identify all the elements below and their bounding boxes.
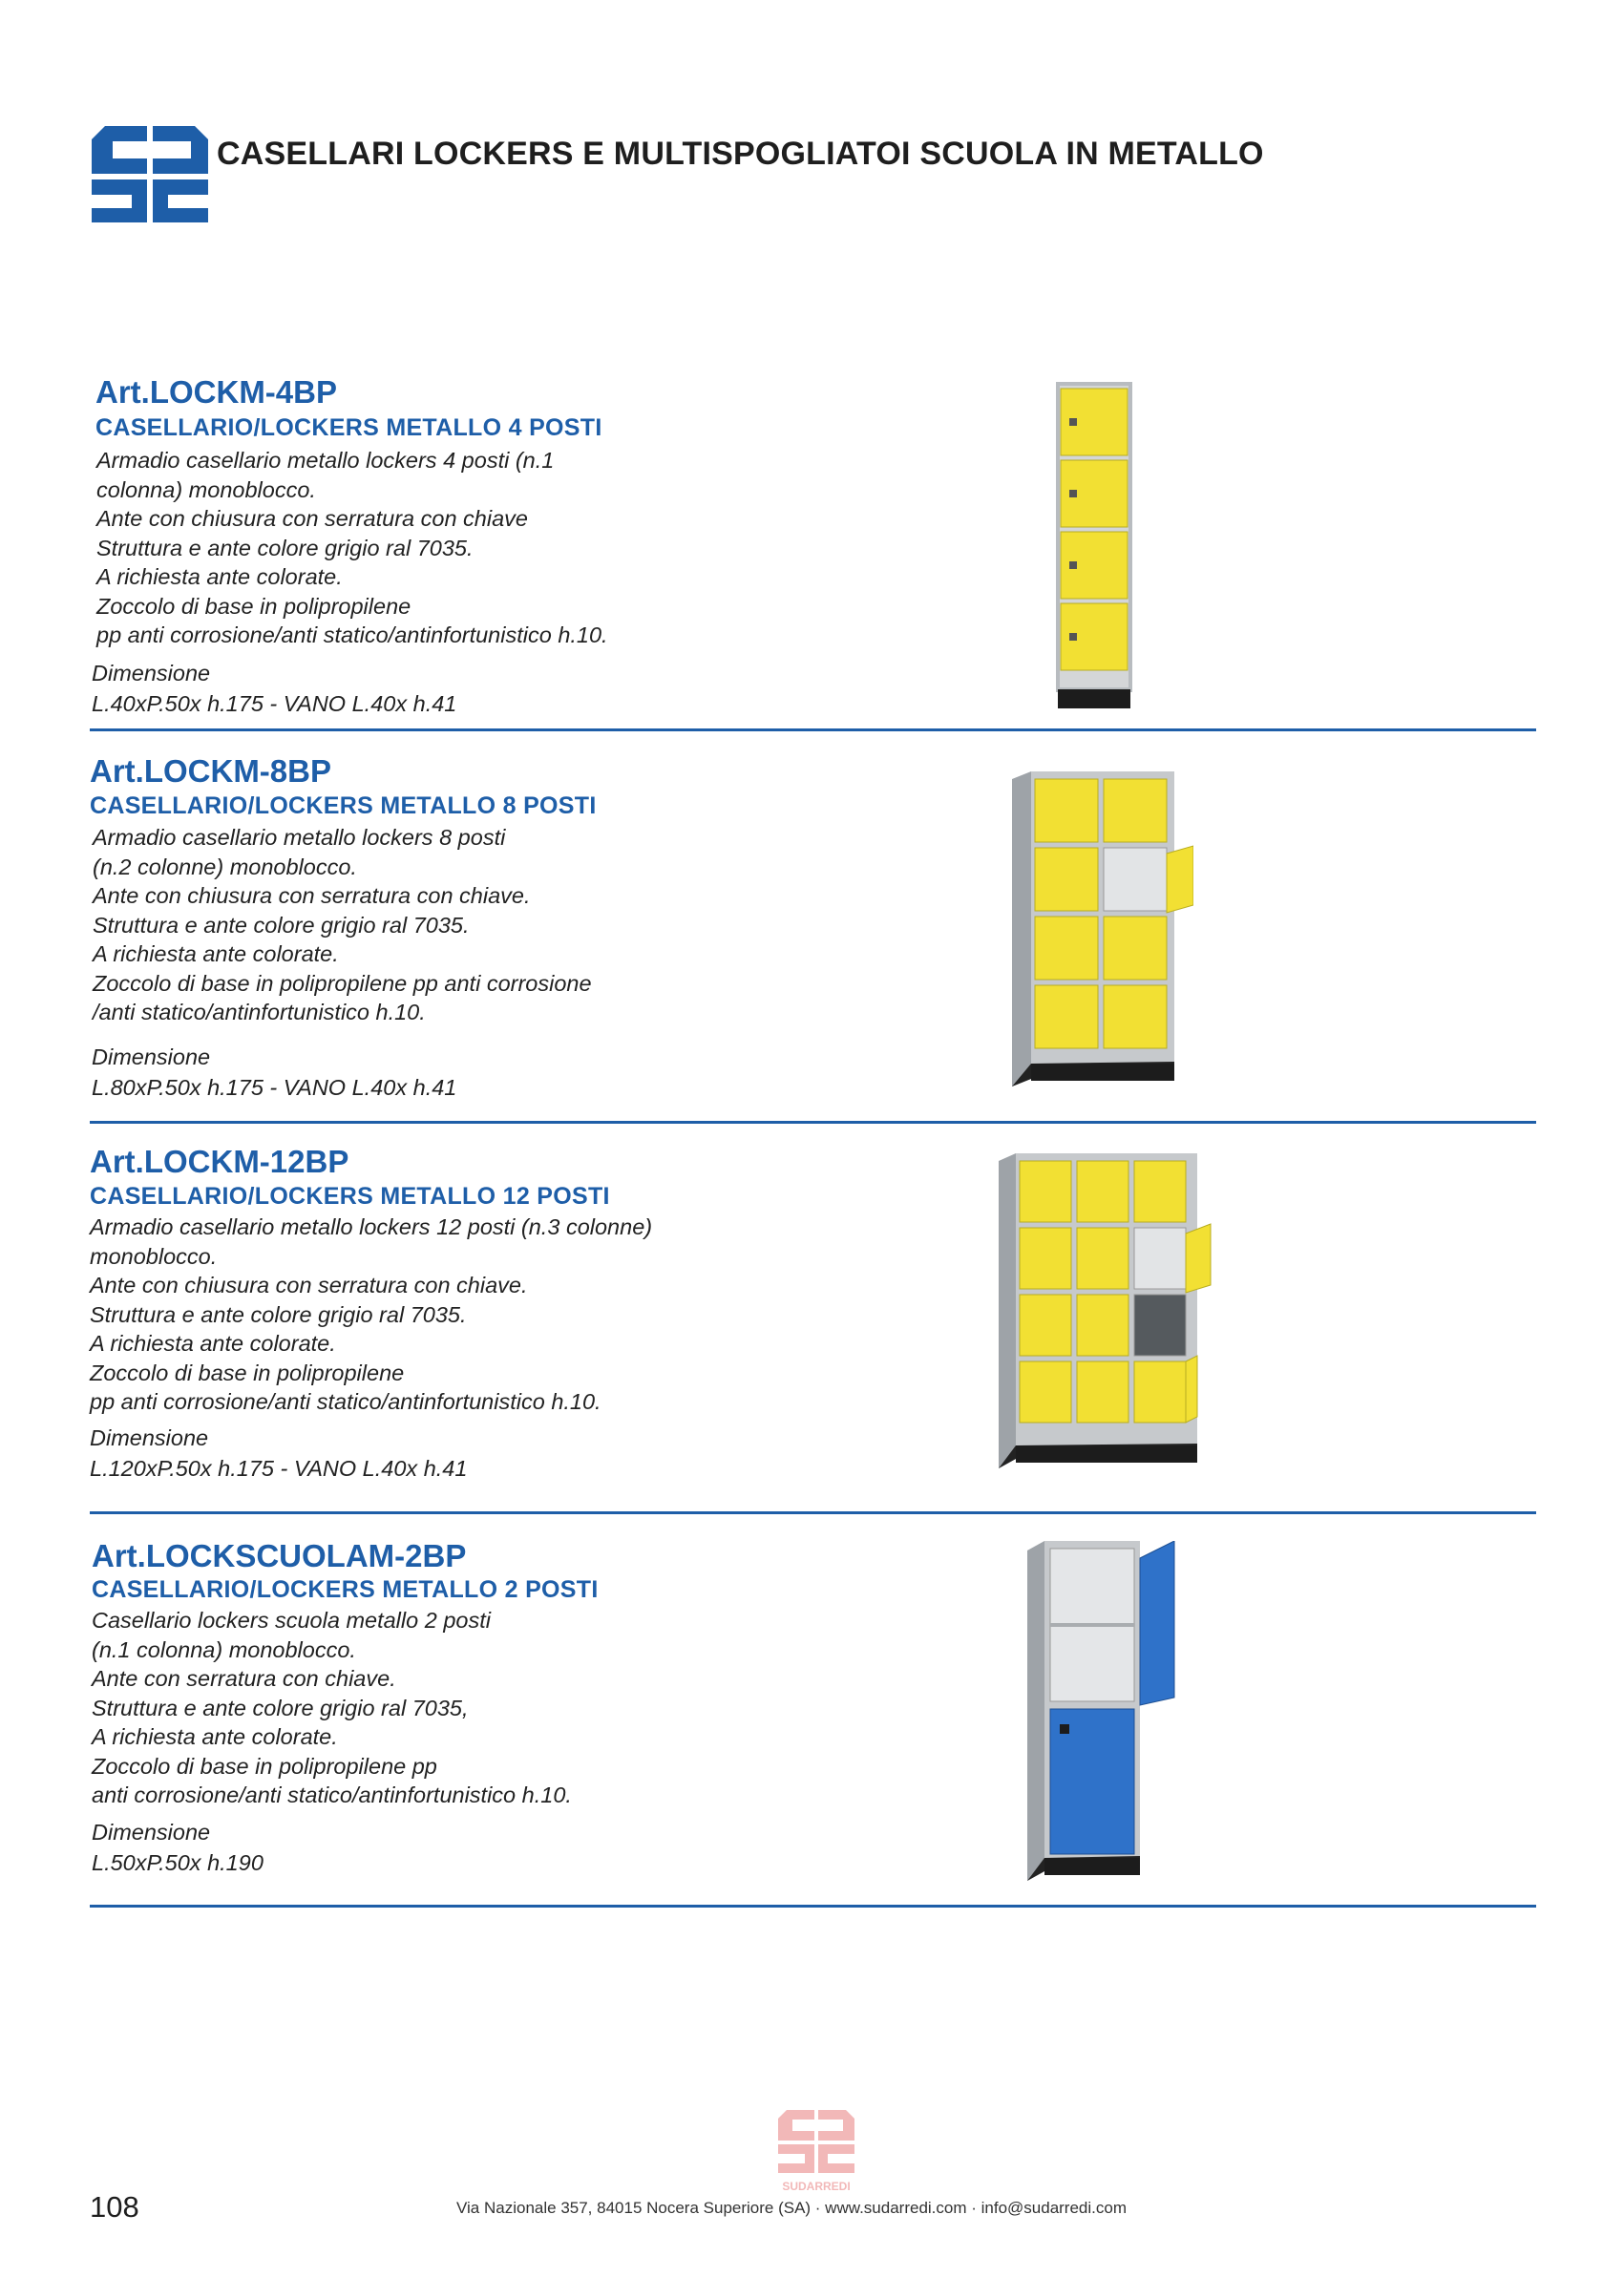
footer-logo xyxy=(778,2110,854,2196)
sudarredi-logo xyxy=(92,126,208,222)
page-number: 108 xyxy=(90,2190,139,2224)
page-title: CASELLARI LOCKERS E MULTISPOGLIATOI SCUOLA IN METALLO xyxy=(217,136,1264,172)
locker-12-image xyxy=(999,1153,1218,1472)
footer-contact: Via Nazionale 357, 84015 Nocera Superiore (SA) · www.sudarredi.com · info@sudarredi.com xyxy=(456,2199,1127,2217)
section-divider xyxy=(90,1121,1536,1124)
product-description: Armadio casellario metallo lockers 4 posti (n.1 colonna) monoblocco. Ante con chiusura con serratura con chiave Struttura e ante colore grigio ral 7035. A richiesta ante colorate. Zoccolo di base in polipropilene pp anti corrosione/anti statico/antinfortunistico h.10. xyxy=(96,448,608,647)
footer-brand: SUDARREDI xyxy=(782,2180,851,2193)
product-subtitle: CASELLARIO/LOCKERS METALLO 8 POSTI xyxy=(90,792,597,819)
product-dimension: Dimensione L.50xP.50x h.190 xyxy=(92,1820,264,1875)
product-description: Armadio casellario metallo lockers 12 posti (n.3 colonne) monoblocco. Ante con chiusura con serratura con chiave. Struttura e ante colore grigio ral 7035. A richiesta ante colorate. Zoccolo di base in polipropilene pp anti corrosione/anti statico/antinfortunistico h.10. xyxy=(90,1214,653,1414)
locker-4-image xyxy=(1056,382,1132,708)
product-dimension: Dimensione L.80xP.50x h.175 - VANO L.40x h.41 xyxy=(92,1044,457,1100)
product-subtitle: CASELLARIO/LOCKERS METALLO 2 POSTI xyxy=(92,1576,599,1603)
product-code: Art.LOCKM-8BP xyxy=(90,753,331,789)
locker-2-image xyxy=(1027,1541,1180,1887)
product-code: Art.LOCKM-4BP xyxy=(95,374,337,410)
section-divider xyxy=(90,728,1536,731)
product-dimension: Dimensione L.40xP.50x h.175 - VANO L.40x h.41 xyxy=(92,661,457,716)
product-subtitle: CASELLARIO/LOCKERS METALLO 12 POSTI xyxy=(90,1183,610,1210)
product-code: Art.LOCKSCUOLAM-2BP xyxy=(92,1538,467,1573)
product-code: Art.LOCKM-12BP xyxy=(90,1144,349,1179)
section-divider xyxy=(90,1511,1536,1514)
product-description: Armadio casellario metallo lockers 8 posti (n.2 colonne) monoblocco. Ante con chiusura con serratura con chiave. Struttura e ante colore grigio ral 7035. A richiesta ante colorate. Zoccolo di base in polipropilene pp anti corrosione /anti statico/antinfortunistico h.10. xyxy=(93,825,592,1024)
product-dimension: Dimensione L.120xP.50x h.175 - VANO L.40x h.41 xyxy=(90,1425,468,1481)
section-divider xyxy=(90,1905,1536,1908)
product-subtitle: CASELLARIO/LOCKERS METALLO 4 POSTI xyxy=(95,414,602,441)
product-description: Casellario lockers scuola metallo 2 posti (n.1 colonna) monoblocco. Ante con serratura con chiave. Struttura e ante colore grigio ral 7035, A richiesta ante colorate. Zoccolo di base in polipropilene pp anti corrosione/anti statico/antinfortunistico h.10. xyxy=(92,1608,572,1807)
locker-8-image xyxy=(1012,771,1193,1092)
